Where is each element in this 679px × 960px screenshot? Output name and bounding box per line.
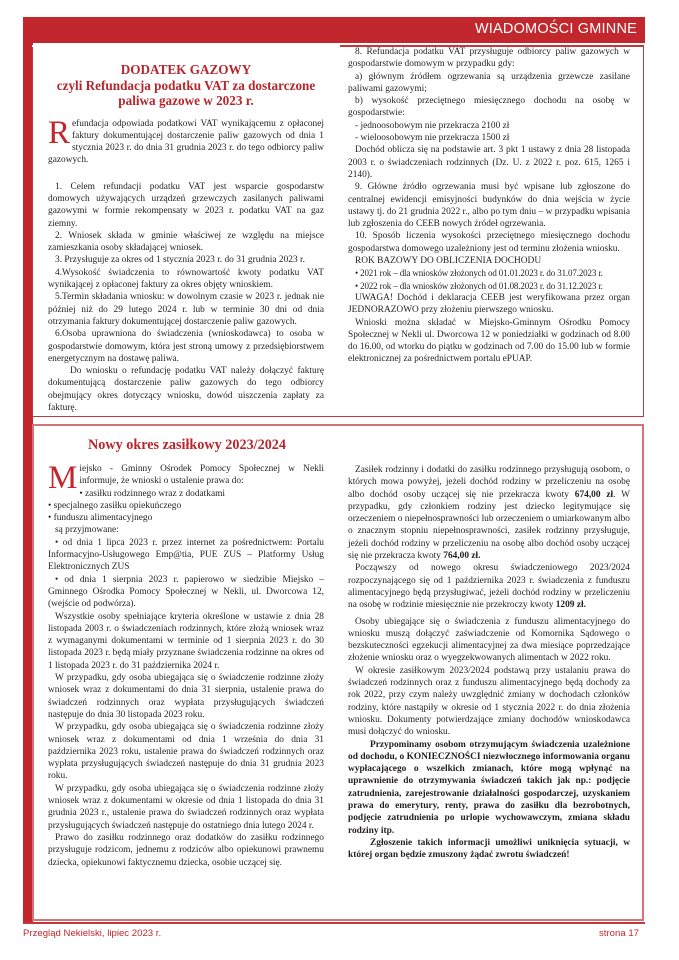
article1-title bbox=[48, 62, 324, 109]
article2-title: Nowy okres zasiłkowy 2023/2024 bbox=[88, 437, 286, 453]
benefit-item: • funduszu alimentacyjnego bbox=[48, 513, 153, 524]
dropcap: M bbox=[48, 460, 78, 496]
base-year-2022: • 2022 rok – dla wniosków złożonych od 01.08.2023 r. do 31.12.2023 r. bbox=[355, 280, 603, 291]
section-title: WIADOMOŚCI GMINNE bbox=[474, 21, 637, 37]
point-2: 2. Wniosek składa w gminie właściwej ze względu na miejsce zamieszkania osoby składającej wniosek. bbox=[48, 230, 324, 254]
point-8: 8. Refundacja podatku VAT przysługuje odbiorcy paliw gazowych w gospodarstwie domowym w przypadku gdy: bbox=[348, 47, 630, 70]
para-case-2: W przypadku, gdy osoba ubiegająca się o świadczenia rodzinne złoży wniosek wraz z dokumentami od dnia 1 września do dnia 31 października 2023 roku, ustalenie prawa do świadczeń rodzinnych oraz wypłata przysługujących świadczeń następuje do dnia 31 grudnia 2023 roku. bbox=[48, 722, 324, 782]
para-bailiff: Osoby ubiegające się o świadczenia z funduszu alimentacyjnego do wniosku muszą dołączyć zaświadczenie od Komornika Sądowego o bezskuteczności egzekucji alimentacyjnej za dwa miesiące poprzedzające złożenie wniosku oraz o wyegzekwowanych alimentach w 2022 roku. bbox=[348, 616, 630, 664]
point-8b1: - jednoosobowym nie przekracza 2100 zł bbox=[355, 120, 510, 131]
para-reminder: Przypominamy osobom otrzymującym świadczenia uzależnione od dochodu, o KONIECZNOŚCI niezwłocznego informowania organu wypłacającego o wszelkich zmianach, które mogą wpłynąć na uprawnienie do otrzymywania świadczeń takich jak np.: podjęcie zatrudnienia, zarejestrowanie działalności gospodarczej, uzyskaniem prawa do emerytury, renty, prawa do zasiłku dla bezrobotnych, podjęcie zatrudnienia po urlopie wychowawczym, zmiana składu rodziny itp. bbox=[348, 739, 630, 836]
point-1: 1. Celem refundacji podatku VAT jest wsparcie gospodarstw domowych używających urządzeń grzewczych zasilanych paliwami gazowymi w formie rekompensaty w 2023 r. podatku VAT na gaz ziemny. bbox=[48, 181, 324, 229]
article1-intro bbox=[48, 114, 324, 167]
title-line: DODATEK GAZOWY bbox=[120, 62, 252, 77]
text: . W przypadku, gdy członkiem rodziny jest dziecko legitymujące się orzeczeniem o niepełnosprawności lub orzeczeniem o umiarkowanym albo o znacznym stopniu niepełnosprawności, zasiłek rodzinny przysługuje, jeżeli dochód rodziny w przeliczeniu na osobę albo dochód osoby uczącej się nie przekracza kwoty bbox=[348, 489, 630, 562]
section-header-bar bbox=[23, 17, 645, 43]
point-9: 9. Główne źródło ogrzewania musi być wpisane lub zgłoszone do centralnej ewidencji emisyjności budynków do dnia wejścia w życie ustawy tj. do 21 grudnia 2022 r., albo po tym dniu – w przypadku wpisania lub zgłoszenia do CEEB nowych źródeł ogrzewania. bbox=[348, 182, 630, 230]
text: Począwszy od nowego okresu świadczeniowego 2023/2024 rozpoczynającego się od 1 października 2023 r. świadczenia z funduszu alimentacyjnego będą przysługiwać, jeżeli dochód rodziny w przeliczeniu na osobę w rodzinie miesięcznie nie przekroczy kwoty bbox=[348, 563, 630, 611]
accepted-label: są przyjmowane: bbox=[55, 525, 119, 536]
income-basis: Dochód oblicza się na podstawie art. 3 pkt 1 ustawy z dnia 28 listopada 2003 r. o świadczeniach rodzinnych (Dz. U. z 2022 r. poz. 615, 1265 i 2140). bbox=[348, 145, 630, 180]
para-income bbox=[348, 464, 630, 562]
attachments-note: Do wniosku o refundację podatku VAT należy dołączyć fakturę dokumentującą dostarczenie paliw gazowych do tego odbiorcy obejmujący okres dotyczący wniosku, dowód uiszczenia zapłaty za fakturę. bbox=[48, 366, 324, 414]
income-limit-674: 674,00 zł bbox=[574, 489, 614, 500]
income-limit-1209: 1209 zł. bbox=[555, 600, 586, 611]
para-criteria: Wszystkie osoby spełniające kryteria określone w ustawie z dnia 28 listopada 2003 r. o świadczeniach rodzinnych, które złożą wniosek wraz z wymaganymi dokumentami w terminie od 1 sierpnia 2023 r. do 30 listopada 2023 r. będą miały przyznane świadczenia rodzinne na okres od 1 listopada 2023 r. do 31 października 2024 r. bbox=[48, 611, 324, 671]
accepted-paper: • od dnia 1 sierpnia 2023 r. papierowo w siedzibie Miejsko – Gminnego Ośrodka Pomocy Społecznej w Nekli, ul. Dworcowa 12, (wejście od podwórza). bbox=[48, 574, 324, 610]
para-entitled: Prawo do zasiłku rodzinnego oraz dodatków do zasiłku rodzinnego przysługuje rodzicom, jednemu z rodziców albo opiekunowi prawnemu dziecka, opiekunowi faktycznemu dziecka, osobie uczącej się. bbox=[48, 832, 324, 868]
para-case-1: W przypadku, gdy osoba ubiegająca się o świadczenie rodzinne złoży wniosek wraz z dokumentami do dnia 31 sierpnia, ustalenie prawa do świadczeń rodzinnych oraz wypłata przysługujących świadczeń następuje do dnia 30 listopada 2023 roku. bbox=[48, 673, 324, 720]
para-alimony bbox=[348, 562, 630, 611]
footer-divider bbox=[23, 922, 645, 924]
point-6: 6.Osoba uprawniona do świadczenia (wnioskodawca) to osoba w gospodarstwie domowym, która jest stroną umowy z przedsiębiorstwem energetycznym na dostawę paliwa. bbox=[48, 329, 324, 364]
dropcap: R bbox=[48, 114, 71, 151]
text: Zasiłek rodzinny i dodatki do zasiłku rodzinnego przysługują osobom, o których mowa powyżej, jeżeli dochód rodziny w przeliczeniu na osobę albo dochód osoby uczącej się nie przekracza kwoty bbox=[348, 465, 630, 500]
point-10: 10. Sposób liczenia wysokości przeciętnego miesięcznego dochodu gospodarstwa domowego uzależniony jest od terminu złożenia wniosku. bbox=[348, 231, 630, 254]
accepted-online: • od dnia 1 lipca 2023 r. przez internet za pośrednictwem: Portalu Informacyjno-Usługowego Emp@tia, PUE ZUS – Platformy Usług Elektronicznych ZUS bbox=[48, 537, 324, 573]
point-3: 3. Przysługuje za okres od 1 stycznia 2023 r. do 31 grudnia 2023 r. bbox=[55, 255, 305, 266]
page-number: strona 17 bbox=[598, 928, 639, 939]
intro-text: efundacja odpowiada podatkowi VAT wynikającemu z opłaconej faktury dokumentującej dostarczenie paliw gazowych od dnia 1 stycznia 2023 r. do dnia 31 grudnia 2023 r. do tego odbiorcy paliw gazowych. bbox=[48, 118, 324, 166]
title-line: czyli Refundacja podatku VAT za dostarczone bbox=[56, 77, 316, 93]
benefit-item: • zasiłku rodzinnego wraz z dodatkami bbox=[79, 488, 226, 499]
article2-left-column bbox=[48, 437, 324, 869]
point-8b2: - wieloosobowym nie przekracza 1500 zł bbox=[355, 133, 510, 144]
box-top-gap bbox=[32, 45, 340, 47]
point-8b: b) wysokość przeciętnego miesięcznego dochodu na osobę w gospodarstwie: bbox=[348, 96, 630, 119]
para-period: W okresie zasiłkowym 2023/2024 podstawą przy ustalaniu prawa do świadczeń rodzinnych oraz z funduszu alimentacyjnego będą dochody za rok 2022, przy czym należy uwzględnić zmiany w dochodach członków rodziny, które nastąpiły w okresie od 1 stycznia 2022 r. do dnia złożenia wniosku. Dokumenty potwierdzające zmiany dochodów wnioskodawca musi dołączyć do wniosku. bbox=[348, 665, 630, 738]
point-5: 5.Termin składania wniosku: w dowolnym czasie w 2023 r. jednak nie później niż do 29 lutego 2024 r. lub w terminie 30 dni od dnia otrzymania faktury dokumentującej dostarczenie paliw gazowych. bbox=[48, 292, 324, 327]
base-year-heading: ROK BAZOWY DO OBLICZENIA DOCHODU bbox=[355, 256, 542, 267]
article2-right-column bbox=[348, 464, 630, 862]
benefit-item: • specjalnego zasiłku opiekuńczego bbox=[48, 500, 182, 511]
title-line: paliwa gazowe w 2023 r. bbox=[118, 93, 254, 108]
intro-text: iejsko - Gminny Ośrodek Pomocy Społecznej w Nekli informuje, że wnioski o ustalenie prawa do: bbox=[79, 464, 324, 487]
income-limit-764: 764,00 zł. bbox=[443, 551, 481, 562]
para-case-3: W przypadku, gdy osoba ubiegająca się o świadczenia rodzinne złoży wniosek wraz z dokumentami w okresie od dnia 1 listopada do dnia 31 grudnia 2023 r., ustalenie prawa do świadczeń rodzinnych oraz wypłata przysługujących świadczeń następuje do ostatniego dnia lutego 2024 r. bbox=[48, 783, 324, 831]
article1-right-column bbox=[348, 46, 630, 366]
point-4: 4.Wysokość świadczenia to równowartość kwoty podatku VAT wynikającej z opłaconej faktury za okres objęty wnioskiem. bbox=[48, 267, 324, 291]
point-8a: a) głównym źródłem ogrzewania są urządzenia grzewcze zasilane paliwami gazowymi; bbox=[348, 71, 630, 94]
para-final: Zgłoszenie takich informacji umożliwi uniknięcia sytuacji, w której organ będzie zmuszony żądać zwrotu świadczeń! bbox=[348, 837, 630, 861]
where-to-apply: Wnioski można składać w Miejsko-Gminnym Ośrodku Pomocy Społecznej w Nekli ul. Dworcowa 12 w poniedziałki w godzinach od 8.00 do 16.00, od wtorku do piątku w godzinach od 7.00 do 15.00 lub w formie elektronicznej za pośrednictwem portalu ePUAP. bbox=[348, 317, 630, 365]
publication-name: Przegląd Nekielski, lipiec 2023 r. bbox=[23, 928, 162, 939]
warning: UWAGA! Dochód i deklaracja CEEB jest weryfikowana przez organ JEDNORAZOWO przy złożeniu pierwszego wniosku. bbox=[348, 292, 630, 316]
article1-left-column bbox=[48, 62, 324, 414]
base-year-2021: • 2021 rok – dla wniosków złożonych od 01.01.2023 r. do 31.07.2023 r. bbox=[355, 268, 603, 279]
